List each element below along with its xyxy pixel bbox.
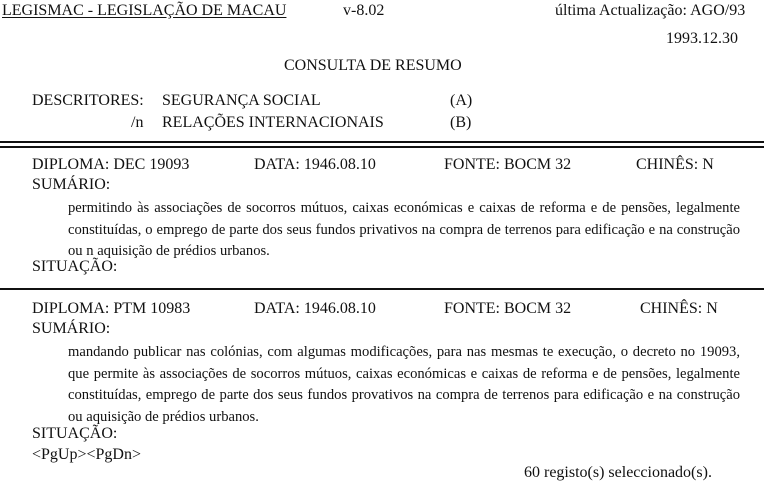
data-label: DATA: [254, 156, 300, 173]
chines-value: N [702, 156, 714, 173]
record-1-data [254, 156, 376, 174]
record-2-fonte [444, 300, 571, 318]
record-2-sumario: mandando publicar nas colónias, com algumas modificações, para nas mesmas te execução, o decreto no 19093, que permite às associações de socorros mútuos, caixas económicas e caixas de reforma e de pensões, legalmente constituídas, emprego de parte dos seus fundos provativos na compra de terrenos para edificação e na construção ou aquisição de prédios urbanos. [68, 344, 740, 425]
pgup-button[interactable]: <PgUp> [32, 446, 87, 463]
nav-keys [32, 446, 141, 464]
data-label: DATA: [254, 300, 300, 317]
divider-middle [0, 288, 764, 290]
data-value: 1946.08.10 [303, 300, 376, 317]
descriptor-2-text: RELAÇÕES INTERNACIONAIS [162, 114, 384, 131]
page-title: CONSULTA DE RESUMO [284, 57, 462, 74]
diploma-value: PTM 10983 [113, 300, 191, 317]
divider-top [0, 141, 764, 143]
chines-value: N [706, 300, 718, 317]
descriptor-2-code: (B) [450, 114, 472, 131]
last-update [555, 2, 745, 20]
record-1-situacao-label: SITUAÇÃO: [32, 258, 118, 275]
record-1-sumario: permitindo às associações de socorros mútuos, caixas económicas e caixas de reforma e de pensões, legalmente constituídas, o emprego de parte dos seus fundos privativos na compra de terrenos para edificação e na construção ou n aquisição de prédios urbanos. [68, 200, 740, 259]
last-update-label: última Actualização: [555, 2, 687, 19]
chines-label: CHINÊS: [640, 300, 703, 317]
record-2-data [254, 300, 376, 318]
record-1-fonte [444, 156, 571, 174]
record-1-sumario-label: SUMÁRIO: [32, 176, 111, 193]
descriptors-label: DESCRITORES: [32, 92, 144, 109]
record-2-sumario-label: SUMÁRIO: [32, 320, 111, 337]
record-2-situacao-label: SITUAÇÃO: [32, 425, 118, 442]
fonte-value: BOCM 32 [504, 156, 572, 173]
diploma-label: DIPLOMA: [32, 156, 110, 173]
divider-top-2 [0, 146, 764, 148]
version-label: v-8.02 [343, 2, 385, 19]
record-2-diploma [32, 300, 190, 318]
fonte-label: FONTE: [444, 300, 500, 317]
last-update-value: AGO/93 [690, 2, 746, 19]
pgdn-button[interactable]: <PgDn> [86, 446, 141, 463]
record-2-chines [640, 300, 718, 318]
chines-label: CHINÊS: [636, 156, 699, 173]
fonte-value: BOCM 32 [504, 300, 572, 317]
descriptor-1-text: SEGURANÇA SOCIAL [162, 92, 321, 109]
descriptor-2-prefix: /n [131, 114, 144, 131]
app-title: LEGISMAC - LEGISLAÇÃO DE MACAU [2, 2, 287, 19]
record-1-diploma [32, 156, 189, 174]
diploma-label: DIPLOMA: [32, 300, 110, 317]
record-1-chines [636, 156, 714, 174]
data-value: 1946.08.10 [303, 156, 376, 173]
descriptor-1-code: (A) [450, 92, 473, 109]
status-count: 60 registo(s) seleccionado(s). [524, 464, 712, 481]
header-date: 1993.12.30 [666, 30, 738, 47]
diploma-value: DEC 19093 [113, 156, 190, 173]
fonte-label: FONTE: [444, 156, 500, 173]
